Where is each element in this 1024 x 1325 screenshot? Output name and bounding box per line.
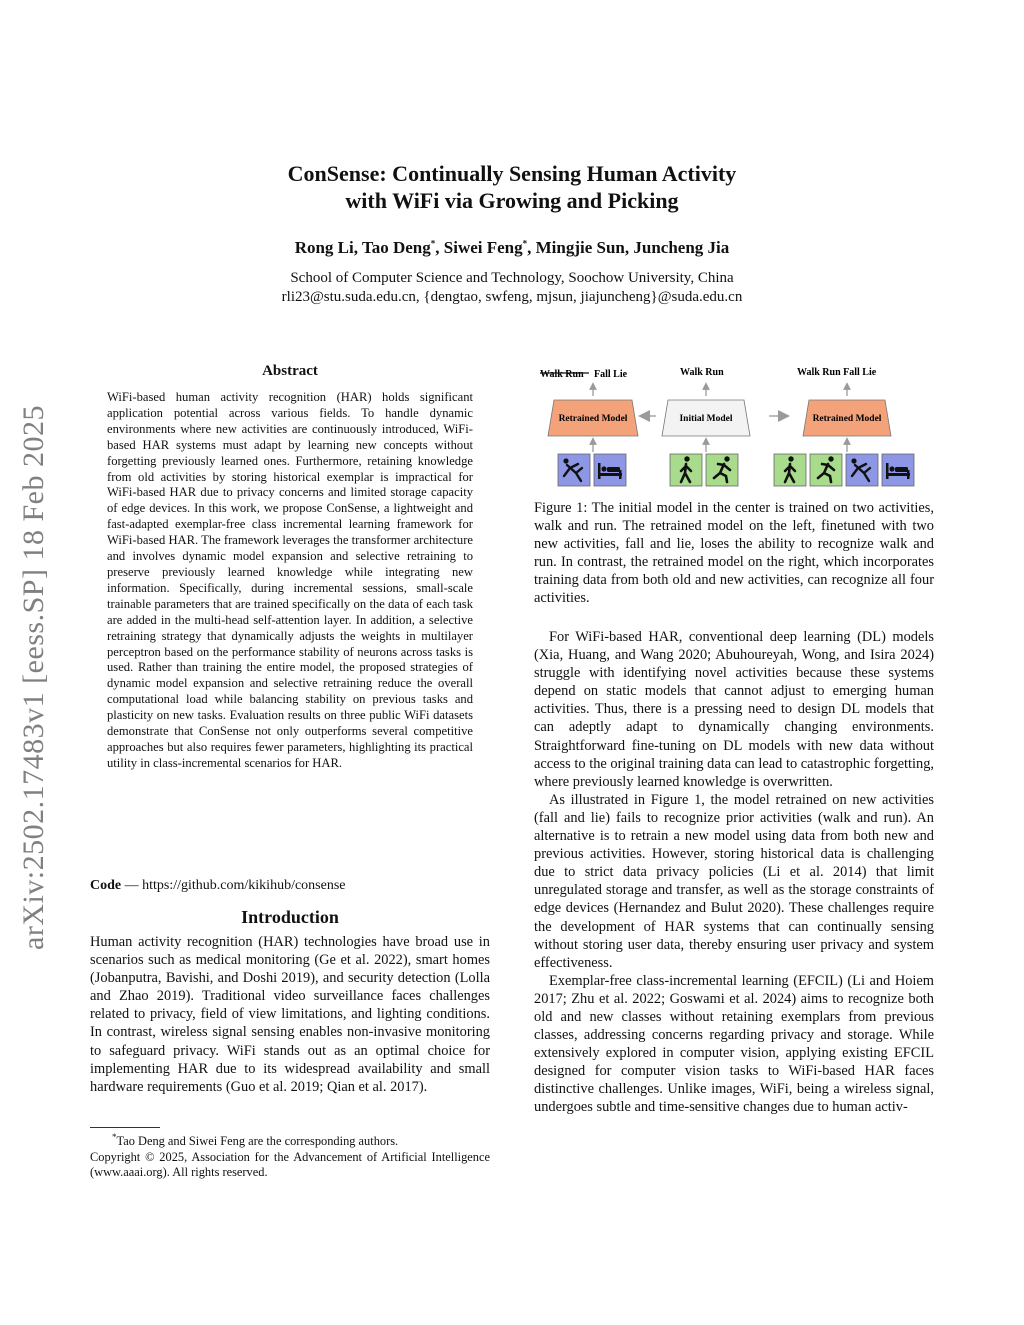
arxiv-id: arXiv:2502.17483v1 [eess.SP] 18 Feb 2025	[17, 405, 50, 950]
corresponding-mark: *	[430, 238, 436, 249]
author-3: , Siwei Feng	[435, 238, 523, 257]
center-activity-group	[670, 454, 738, 486]
code-line	[90, 878, 490, 894]
affiliation-block	[0, 269, 1024, 307]
right-activity-group	[774, 454, 914, 486]
abstract-heading: Abstract	[262, 363, 318, 379]
code-link[interactable]: — https://github.com/kikihub/consense	[121, 878, 346, 893]
arxiv-stamp	[11, 350, 53, 950]
paragraph-figure-reference: As illustrated in Figure 1, the model retrained on new activities (fall and lie) fails to recognize prior activities (walk and run). An alternative is to retrain a new model using data from both new and previous activities. However, storing historical data is challenging due to strict data privacy policies (Li et al. 2014) that limit unregulated storage and transfer, as well as the storage constraints of edge devices (Hernandez and Bulut 2020). These challenges require the development of HAR systems that can continually sensing without storing user data, thereby ensuring user privacy and system effectiveness.	[534, 791, 934, 971]
author-list	[0, 238, 1024, 258]
introduction-heading: Introduction	[241, 907, 339, 927]
right-column-text	[534, 628, 934, 1117]
center-labels: Walk Run	[680, 367, 724, 378]
left-labels: Fall Lie	[594, 369, 628, 380]
paragraph-efcil: Exemplar-free class-incremental learning (EFCIL) (Li and Hoiem 2017; Zhu et al. 2022; Goswami et al. 2024) aims to recognize both old and new classes without retaining exemplars from previous classes, addressing concerns regarding privacy and storage. While extensively explored in computer vision, applying existing EFCIL designed for computer vision tasks to WiFi-based HAR faces distinctive challenges. Unlike images, WiFi, being a wireless signal, undergoes subtle and time-sensitive changes due to human activ-	[534, 972, 934, 1116]
right-model-label: Retrained Model	[812, 414, 882, 424]
paper-title	[0, 160, 1024, 214]
author-4: , Mingjie Sun, Juncheng Jia	[527, 238, 730, 257]
author-2: Tao Deng	[361, 238, 431, 257]
figure-1	[534, 360, 934, 490]
introduction-text: Human activity recognition (HAR) technologies have broad use in scenarios such as medical monitoring (Ge et al. 2022), smart homes (Jobanputra, Bavishi, and Doshi 2019), and security detection (Lolla and Zhao 2019). Traditional video surveillance faces challenges related to privacy, field of view limitations, and lighting conditions. In contrast, wireless signal sensing enables non-invasive monitoring to safeguard privacy. WiFi stands out as an optimal choice for implementing HAR due to its widespread availability and small hardware requirements (Guo et al. 2019; Qian et al. 2017).	[90, 934, 490, 1095]
author-emails: rli23@stu.suda.edu.cn, {dengtao, swfeng, mjsun, jiajuncheng}@suda.edu.cn	[281, 289, 743, 305]
title-line-2: with WiFi via Growing and Picking	[345, 188, 679, 213]
code-label: Code	[90, 878, 122, 893]
figure-1-caption: Figure 1: The initial model in the center is trained on two activities, walk and run. The retrained model on the left, finetuned with two new activities, fall and lie, loses the ability to recognize walk and run. In contrast, the retrained model on the right, which incorporates training data from both old and new activities, can recognize all four activities.	[534, 500, 934, 607]
title-line-1: ConSense: Continually Sensing Human Activity	[287, 161, 737, 186]
left-model-label: Retrained Model	[558, 414, 628, 424]
struck-labels: Walk Run	[540, 369, 584, 380]
corresponding-mark: *	[522, 238, 528, 249]
footnote-rule	[90, 1127, 160, 1128]
footnote-corresponding: Tao Deng and Siwei Feng are the corresponding authors.	[116, 1134, 399, 1149]
footnote-copyright: Copyright © 2025, Association for the Advancement of Artificial Intelligence (www.aaai.org). All rights reserved.	[90, 1149, 490, 1180]
right-labels: Walk Run Fall Lie	[797, 367, 877, 378]
abstract-text: WiFi-based human activity recognition (HAR) holds significant application potential across various fields. To handle dynamic environments where new activities are continuously introduced, WiFi-based HAR systems must adapt by learning new concepts without forgetting previously learned ones. Furthermore, retaining knowledge from old activities by storing historical exemplar is impractical for WiFi-based HAR due to privacy concerns and limited storage capacity of edge devices. In this work, we propose ConSense, a lightweight and fast-adapted exemplar-free class incremental learning framework for WiFi-based HAR. The framework leverages the transformer architecture and involves dynamic model expansion and selective retraining to preserve previously learned knowledge while integrating new information. Specifically, during incremental sessions, small-scale trainable parameters that are trained specifically on the data of each task are added in the multi-head self-attention layer. In addition, a selective retraining strategy that dynamically adjusts the weights in multilayer perceptron based on the performance stability of neurons across tasks is used. Rather than training the entire model, the proposed strategies of dynamic model expansion and selective retraining reduce the overall computational load while balancing stability on previous tasks and plasticity on new tasks. Evaluation results on three public WiFi datasets demonstrate that ConSense not only outperforms several competitive approaches but also requires fewer parameters, highlighting its practical utility in class-incremental scenarios for HAR.	[107, 390, 473, 770]
left-activity-group	[558, 454, 626, 486]
author-1: Rong Li,	[294, 238, 362, 257]
paragraph-dl-models: For WiFi-based HAR, conventional deep learning (DL) models (Xia, Huang, and Wang 2020; Abuhoureyah, Wong, and Isira 2024) struggle with identifying novel activities because these systems depend on static models that cannot adjust to emerging human activities. Thus, there is a pressing need to design DL models that can adeptly adapt to dynamically changing environments. Straightforward fine-tuning on DL models with new data without access to the original training data can lead to catastrophic forgetting, where previously learned knowledge is overwritten.	[534, 629, 934, 790]
footnotes	[90, 1130, 490, 1181]
footnote-mark: *	[112, 1132, 117, 1142]
affiliation: School of Computer Science and Technology, Soochow University, China	[290, 270, 734, 286]
center-model-label: Initial Model	[679, 414, 733, 424]
